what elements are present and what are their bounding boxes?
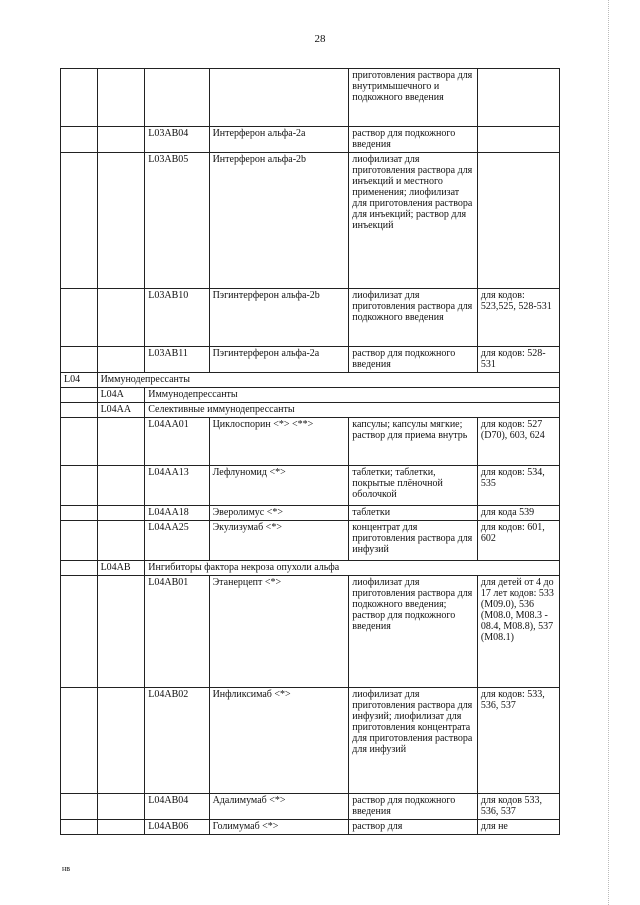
atc-code-cell: L04AB04 bbox=[145, 794, 209, 820]
drug-name-cell: Этанерцепт <*> bbox=[209, 576, 349, 688]
scan-edge-divider bbox=[608, 0, 610, 905]
table-row bbox=[61, 418, 560, 466]
empty-cell bbox=[97, 688, 145, 794]
empty-cell bbox=[61, 561, 98, 576]
empty-cell bbox=[97, 466, 145, 506]
atc-code-cell: L04AA01 bbox=[145, 418, 209, 466]
atc-code-cell: L03AB04 bbox=[145, 127, 209, 153]
class-title-cell: Ингибиторы фактора некроза опухоли альфа bbox=[145, 561, 560, 576]
empty-cell bbox=[61, 289, 98, 347]
empty-cell bbox=[61, 418, 98, 466]
empty-cell bbox=[97, 127, 145, 153]
empty-cell bbox=[61, 506, 98, 521]
empty-cell bbox=[61, 794, 98, 820]
empty-cell bbox=[97, 794, 145, 820]
drug-table-body bbox=[61, 69, 560, 835]
atc-code-cell: L04AB02 bbox=[145, 688, 209, 794]
table-row bbox=[61, 794, 560, 820]
table-row bbox=[61, 820, 560, 835]
drug-name-cell: Эверолимус <*> bbox=[209, 506, 349, 521]
drug-name-cell: Инфликсимаб <*> bbox=[209, 688, 349, 794]
table-row bbox=[61, 688, 560, 794]
note-cell bbox=[477, 127, 559, 153]
empty-cell bbox=[61, 466, 98, 506]
atc-code-cell: L04AB06 bbox=[145, 820, 209, 835]
table-row bbox=[61, 289, 560, 347]
table-row bbox=[61, 127, 560, 153]
note-cell bbox=[477, 69, 559, 127]
note-cell: для кодов: 601, 602 bbox=[477, 521, 559, 561]
dosage-form-cell: таблетки; таблетки, покрытые плёночной оболочкой bbox=[349, 466, 478, 506]
empty-cell bbox=[61, 127, 98, 153]
note-cell: для кодов: 533, 536, 537 bbox=[477, 688, 559, 794]
empty-cell bbox=[61, 688, 98, 794]
drug-table bbox=[60, 68, 560, 835]
empty-cell bbox=[97, 289, 145, 347]
drug-name-cell: Экулизумаб <*> bbox=[209, 521, 349, 561]
empty-cell bbox=[61, 388, 98, 403]
empty-cell bbox=[97, 69, 145, 127]
atc-code-cell: L04AA18 bbox=[145, 506, 209, 521]
dosage-form-cell: лиофилизат для приготовления раствора для инъекций и местного применения; лиофилизат для приготовления раствора для инъекций; раствор для инъекций bbox=[349, 153, 478, 289]
empty-cell bbox=[61, 576, 98, 688]
table-row bbox=[61, 347, 560, 373]
page-number: 28 bbox=[314, 33, 326, 45]
note-cell: для кодов: 528-531 bbox=[477, 347, 559, 373]
empty-cell bbox=[97, 521, 145, 561]
note-cell: для кодов 533, 536, 537 bbox=[477, 794, 559, 820]
dosage-form-cell: капсулы; капсулы мягкие; раствор для приема внутрь bbox=[349, 418, 478, 466]
empty-cell bbox=[97, 576, 145, 688]
dosage-form-cell: лиофилизат для приготовления раствора для подкожного введения; раствор для подкожного введения bbox=[349, 576, 478, 688]
note-cell: для не bbox=[477, 820, 559, 835]
subgroup-title-cell: Иммунодепрессанты bbox=[145, 388, 560, 403]
atc-code-cell bbox=[145, 69, 209, 127]
table-row bbox=[61, 153, 560, 289]
dosage-form-cell: концентрат для приготовления раствора для инфузий bbox=[349, 521, 478, 561]
group-code-cell: L04 bbox=[61, 373, 98, 388]
atc-code-cell: L03AB05 bbox=[145, 153, 209, 289]
table-row bbox=[61, 506, 560, 521]
drug-name-cell bbox=[209, 69, 349, 127]
empty-cell bbox=[97, 506, 145, 521]
class-code-cell: L04AB bbox=[97, 561, 145, 576]
drug-name-cell: Адалимумаб <*> bbox=[209, 794, 349, 820]
empty-cell bbox=[97, 418, 145, 466]
dosage-form-cell: приготовления раствора для внутримышечного и подкожного введения bbox=[349, 69, 478, 127]
note-cell: для кода 539 bbox=[477, 506, 559, 521]
dosage-form-cell: раствор для подкожного введения bbox=[349, 347, 478, 373]
table-row bbox=[61, 69, 560, 127]
table-row bbox=[61, 521, 560, 561]
note-cell: для кодов: 534, 535 bbox=[477, 466, 559, 506]
empty-cell bbox=[61, 820, 98, 835]
empty-cell bbox=[61, 521, 98, 561]
empty-cell bbox=[61, 403, 98, 418]
note-cell: для кодов: 527 (D70), 603, 624 bbox=[477, 418, 559, 466]
table-row bbox=[61, 403, 560, 418]
atc-code-cell: L04AA25 bbox=[145, 521, 209, 561]
dosage-form-cell: раствор для подкожного введения bbox=[349, 794, 478, 820]
table-row bbox=[61, 388, 560, 403]
empty-cell bbox=[97, 820, 145, 835]
note-cell: для кодов: 523,525, 528-531 bbox=[477, 289, 559, 347]
drug-name-cell: Интерферон альфа-2b bbox=[209, 153, 349, 289]
table-row bbox=[61, 466, 560, 506]
atc-code-cell: L04AA13 bbox=[145, 466, 209, 506]
drug-name-cell: Пэгинтерферон альфа-2b bbox=[209, 289, 349, 347]
dosage-form-cell: лиофилизат для приготовления раствора для подкожного введения bbox=[349, 289, 478, 347]
table-row bbox=[61, 373, 560, 388]
drug-name-cell: Пэгинтерферон альфа-2а bbox=[209, 347, 349, 373]
dosage-form-cell: таблетки bbox=[349, 506, 478, 521]
empty-cell bbox=[61, 69, 98, 127]
subgroup-code-cell: L04A bbox=[97, 388, 145, 403]
drug-name-cell: Голимумаб <*> bbox=[209, 820, 349, 835]
empty-cell bbox=[97, 347, 145, 373]
atc-code-cell: L03AB11 bbox=[145, 347, 209, 373]
drug-name-cell: Лефлуномид <*> bbox=[209, 466, 349, 506]
note-cell bbox=[477, 153, 559, 289]
empty-cell bbox=[97, 153, 145, 289]
group-title-cell: Иммунодепрессанты bbox=[97, 373, 559, 388]
footer-mark: нв bbox=[62, 864, 71, 873]
table-row bbox=[61, 561, 560, 576]
dosage-form-cell: раствор для bbox=[349, 820, 478, 835]
empty-cell bbox=[61, 153, 98, 289]
class-title-cell: Селективные иммунодепрессанты bbox=[145, 403, 560, 418]
drug-name-cell: Циклоспорин <*> <**> bbox=[209, 418, 349, 466]
atc-code-cell: L03AB10 bbox=[145, 289, 209, 347]
dosage-form-cell: лиофилизат для приготовления раствора для инфузий; лиофилизат для приготовления концентрата для приготовления раствора для инфузий bbox=[349, 688, 478, 794]
drug-name-cell: Интерферон альфа-2а bbox=[209, 127, 349, 153]
dosage-form-cell: раствор для подкожного введения bbox=[349, 127, 478, 153]
note-cell: для детей от 4 до 17 лет кодов: 533 (M09.0), 536 (M08.0, M08.3 - 08.4, M08.8), 537 (M08.1) bbox=[477, 576, 559, 688]
table-row bbox=[61, 576, 560, 688]
empty-cell bbox=[61, 347, 98, 373]
atc-code-cell: L04AB01 bbox=[145, 576, 209, 688]
class-code-cell: L04AA bbox=[97, 403, 145, 418]
